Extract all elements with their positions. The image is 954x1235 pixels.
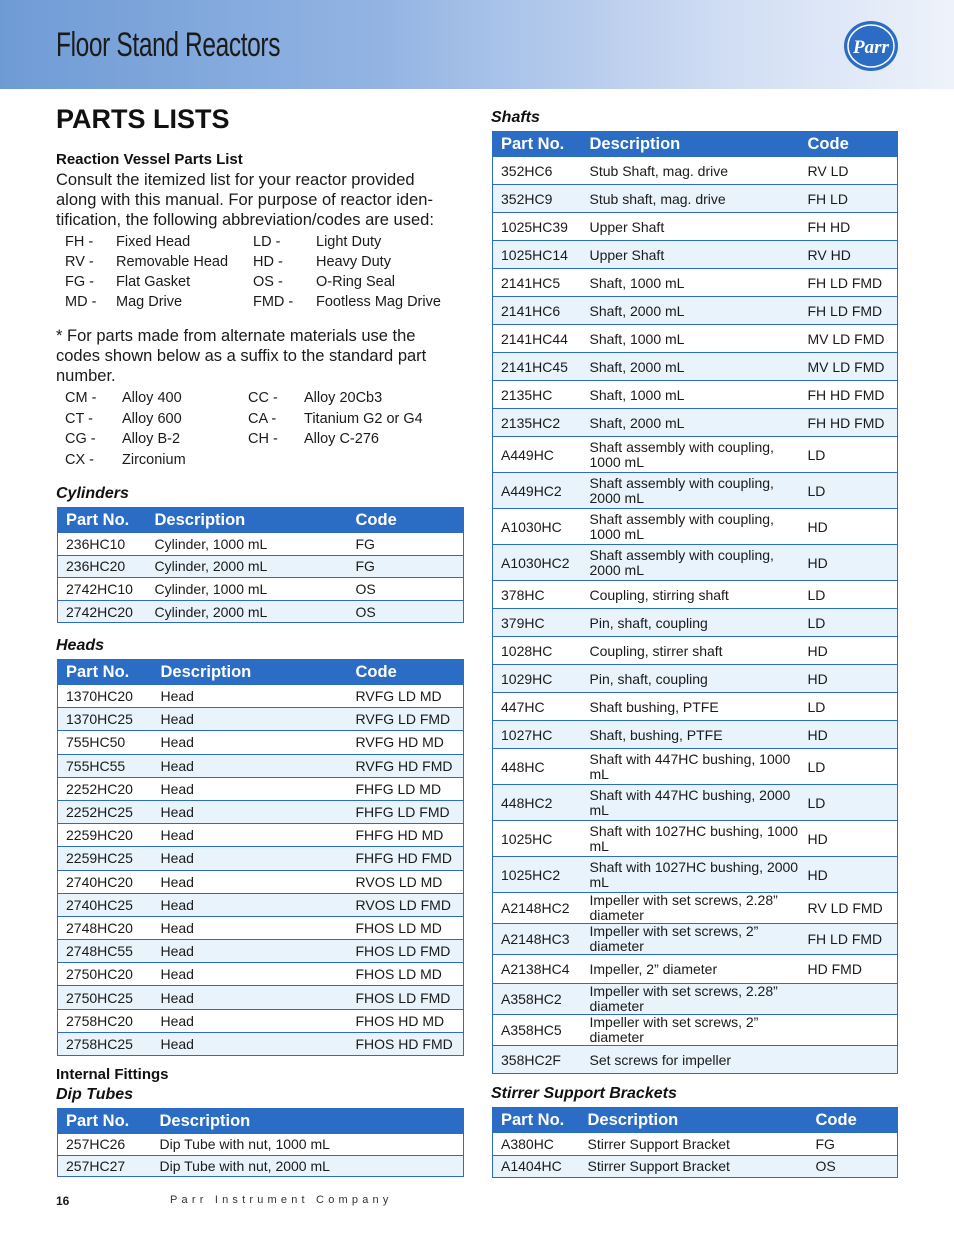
table-cell: Impeller with set screws, 2.28” diameter [582, 984, 800, 1015]
table-cell: FHFG LD MD [348, 777, 464, 800]
table-cell: Shaft assembly with coupling, 1000 mL [582, 509, 800, 545]
table-cell: Impeller with set screws, 2” diameter [582, 924, 800, 955]
table-cell: Shaft with 1027HC bushing, 1000 mL [582, 821, 800, 857]
table-cell: FH HD FMD [800, 409, 898, 437]
table-cell [800, 984, 898, 1015]
table-cell: 2750HC20 [58, 963, 153, 986]
table-cell: 352HC6 [493, 157, 582, 185]
table-row [58, 1009, 464, 1032]
table-cell: Head [153, 824, 348, 847]
table-row [493, 1155, 898, 1178]
table-row [58, 1032, 464, 1055]
table-row [58, 555, 464, 578]
stirrer-brackets-table [492, 1107, 898, 1178]
table-cell: FHFG HD MD [348, 824, 464, 847]
table-cell: 448HC2 [493, 785, 582, 821]
table-cell: Shaft assembly with coupling, 2000 mL [582, 473, 800, 509]
table-cell: Impeller, 2” diameter [582, 955, 800, 984]
table-cell: Impeller with set screws, 2.28” diameter [582, 893, 800, 924]
table-cell: 257HC26 [58, 1134, 152, 1156]
table-cell: HD [800, 665, 898, 693]
table-row [493, 581, 898, 609]
table-cell: FHOS LD FMD [348, 986, 464, 1009]
table-cell: Stirrer Support Bracket [580, 1133, 808, 1156]
table-row [493, 821, 898, 857]
table-cell: LD [800, 785, 898, 821]
table-cell: 448HC [493, 749, 582, 785]
table-row [58, 578, 464, 601]
table-cell: 2141HC6 [493, 297, 582, 325]
table-cell: HD [800, 721, 898, 749]
column-header: Part No. [493, 132, 582, 157]
table-cell: LD [800, 437, 898, 473]
table-cell: FH LD FMD [800, 269, 898, 297]
table-cell: RVOS LD FMD [348, 893, 464, 916]
table-cell: LD [800, 693, 898, 721]
intro-line: Consult the itemized list for your reactor provided [56, 171, 415, 189]
table-cell: 755HC50 [58, 731, 153, 754]
table-cell: Head [153, 963, 348, 986]
table-cell: RV LD FMD [800, 893, 898, 924]
table-cell: LD [800, 609, 898, 637]
table-row [58, 986, 464, 1009]
column-header: Code [348, 660, 464, 685]
table-cell: A449HC [493, 437, 582, 473]
column-header: Description [582, 132, 800, 157]
table-cell: Coupling, stirring shaft [582, 581, 800, 609]
cylinders-heading: Cylinders [56, 485, 129, 502]
table-cell: Upper Shaft [582, 213, 800, 241]
table-cell: 257HC27 [58, 1155, 152, 1177]
table-cell: OS [808, 1155, 898, 1178]
table-cell: 2141HC45 [493, 353, 582, 381]
table-cell: Pin, shaft, coupling [582, 665, 800, 693]
table-row [58, 685, 464, 708]
table-cell: Shaft with 447HC bushing, 2000 mL [582, 785, 800, 821]
table-cell: Cylinder, 1000 mL [147, 533, 348, 556]
table-cell: Shaft, 1000 mL [582, 269, 800, 297]
table-cell: Shaft, 2000 mL [582, 409, 800, 437]
table-cell: RV HD [800, 241, 898, 269]
table-cell: 755HC55 [58, 754, 153, 777]
table-cell: Head [153, 754, 348, 777]
parr-logo [843, 20, 899, 72]
table-cell: 1025HC14 [493, 241, 582, 269]
table-cell: FH HD [800, 213, 898, 241]
table-cell: Head [153, 1009, 348, 1032]
column-header: Part No. [58, 660, 153, 685]
table-cell: Head [153, 940, 348, 963]
table-cell: FH HD FMD [800, 381, 898, 409]
table-cell: RVFG LD MD [348, 685, 464, 708]
table-cell: Set screws for impeller [582, 1046, 800, 1074]
column-header: Code [348, 508, 464, 533]
table-row [493, 749, 898, 785]
table-cell: A2148HC2 [493, 893, 582, 924]
table-cell: RVFG HD FMD [348, 754, 464, 777]
table-cell: Head [153, 986, 348, 1009]
table-cell [800, 1015, 898, 1046]
table-cell: 1029HC [493, 665, 582, 693]
table-cell: Impeller with set screws, 2” diameter [582, 1015, 800, 1046]
table-cell: 2252HC25 [58, 800, 153, 823]
table-cell: Stub Shaft, mag. drive [582, 157, 800, 185]
table-row [58, 1134, 464, 1156]
table-cell: HD [800, 821, 898, 857]
table-cell: 2135HC [493, 381, 582, 409]
table-cell: Shaft bushing, PTFE [582, 693, 800, 721]
materials-note [56, 327, 476, 386]
materials-list: CM - Alloy 400 CC - Alloy 20Cb3 CT - Alloy 600 CA - Titanium G2 or G4 CG - Alloy B-2 CH - Alloy C-276 CX - Zirconium [65, 390, 423, 468]
table-row [493, 269, 898, 297]
table-cell: Head [153, 870, 348, 893]
page-number: 16 [56, 1194, 70, 1208]
table-cell: 2740HC25 [58, 893, 153, 916]
dip-tubes-table [57, 1108, 464, 1177]
table-row [58, 708, 464, 731]
table-cell: Shaft, bushing, PTFE [582, 721, 800, 749]
table-row [493, 785, 898, 821]
table-cell: FHFG LD FMD [348, 800, 464, 823]
table-cell: LD [800, 473, 898, 509]
table-cell: 1025HC2 [493, 857, 582, 893]
table-cell [800, 1046, 898, 1074]
table-row [493, 857, 898, 893]
table-cell: FG [808, 1133, 898, 1156]
table-cell: Head [153, 685, 348, 708]
cylinders-table [57, 507, 464, 623]
table-cell: LD [800, 581, 898, 609]
table-cell: 2141HC44 [493, 325, 582, 353]
table-cell: RVFG HD MD [348, 731, 464, 754]
table-cell: RV LD [800, 157, 898, 185]
table-cell: FHOS LD FMD [348, 940, 464, 963]
table-row [58, 1155, 464, 1177]
table-cell: OS [348, 578, 464, 601]
table-cell: 1370HC25 [58, 708, 153, 731]
table-cell: Shaft with 1027HC bushing, 2000 mL [582, 857, 800, 893]
table-cell: LD [800, 749, 898, 785]
table-cell: 236HC20 [58, 555, 147, 578]
note-line: number. [56, 366, 116, 385]
table-cell: 1025HC39 [493, 213, 582, 241]
table-row [58, 777, 464, 800]
table-row [493, 637, 898, 665]
table-cell: 379HC [493, 609, 582, 637]
table-cell: Head [153, 847, 348, 870]
table-cell: Head [153, 1032, 348, 1055]
table-cell: A1404HC [493, 1155, 580, 1178]
table-cell: FHOS HD MD [348, 1009, 464, 1032]
table-cell: FG [348, 555, 464, 578]
table-cell: HD [800, 857, 898, 893]
table-cell: Head [153, 916, 348, 939]
table-cell: 2758HC25 [58, 1032, 153, 1055]
intro-line: along with this manual. For purpose of reactor iden- [56, 190, 433, 209]
table-cell: Upper Shaft [582, 241, 800, 269]
table-row [58, 870, 464, 893]
shafts-table [492, 131, 898, 1074]
note-line: codes shown below as a suffix to the standard part [56, 346, 427, 365]
table-row [493, 693, 898, 721]
table-cell: 2740HC20 [58, 870, 153, 893]
table-cell: HD [800, 509, 898, 545]
table-cell: FHOS LD MD [348, 916, 464, 939]
table-cell: A2138HC4 [493, 955, 582, 984]
table-cell: FHOS LD MD [348, 963, 464, 986]
table-cell: 236HC10 [58, 533, 147, 556]
table-cell: Stirrer Support Bracket [580, 1155, 808, 1178]
table-row [493, 241, 898, 269]
table-row [58, 800, 464, 823]
table-row [58, 754, 464, 777]
header-title: Floor Stand Reactors [56, 26, 281, 64]
table-cell: 2742HC10 [58, 578, 147, 601]
table-cell: Head [153, 800, 348, 823]
internal-fittings-heading: Internal Fittings [56, 1066, 169, 1083]
table-row [58, 731, 464, 754]
column-header: Description [152, 1109, 464, 1134]
heads-heading: Heads [56, 637, 105, 654]
table-cell: FHOS HD FMD [348, 1032, 464, 1055]
table-row [58, 916, 464, 939]
table-row [493, 1046, 898, 1074]
table-row [493, 984, 898, 1015]
table-row [493, 353, 898, 381]
table-cell: 2259HC20 [58, 824, 153, 847]
table-cell: 2252HC20 [58, 777, 153, 800]
table-cell: A1030HC [493, 509, 582, 545]
heads-table [57, 659, 464, 1056]
table-row [493, 665, 898, 693]
table-cell: HD [800, 545, 898, 581]
table-row [493, 157, 898, 185]
table-row [493, 955, 898, 984]
table-cell: 358HC2F [493, 1046, 582, 1074]
table-row [493, 545, 898, 581]
table-cell: A380HC [493, 1133, 580, 1156]
table-row [493, 609, 898, 637]
table-cell: Shaft, 2000 mL [582, 353, 800, 381]
table-row [58, 600, 464, 623]
table-row [493, 473, 898, 509]
table-cell: OS [348, 600, 464, 623]
table-row [493, 409, 898, 437]
table-cell: A358HC5 [493, 1015, 582, 1046]
table-row [493, 325, 898, 353]
column-header: Part No. [58, 1109, 152, 1134]
table-cell: Head [153, 708, 348, 731]
table-cell: 1370HC20 [58, 685, 153, 708]
table-row [58, 940, 464, 963]
table-row [58, 847, 464, 870]
footer-company: Parr Instrument Company [170, 1194, 393, 1206]
table-cell: 2748HC20 [58, 916, 153, 939]
page-title: PARTS LISTS [56, 104, 230, 134]
table-cell: Cylinder, 1000 mL [147, 578, 348, 601]
column-header: Description [147, 508, 348, 533]
table-row [493, 297, 898, 325]
table-cell: Shaft assembly with coupling, 1000 mL [582, 437, 800, 473]
table-cell: 2750HC25 [58, 986, 153, 1009]
table-cell: Shaft, 1000 mL [582, 381, 800, 409]
column-header: Description [580, 1108, 808, 1133]
reaction-vessel-heading: Reaction Vessel Parts List [56, 151, 243, 168]
table-cell: FH LD FMD [800, 924, 898, 955]
intro-line: tification, the following abbreviation/codes are used: [56, 210, 434, 229]
table-cell: FH LD FMD [800, 297, 898, 325]
table-cell: 1028HC [493, 637, 582, 665]
table-cell: HD [800, 637, 898, 665]
reaction-vessel-intro [56, 171, 476, 230]
table-cell: Dip Tube with nut, 2000 mL [152, 1155, 464, 1177]
table-cell: 2135HC2 [493, 409, 582, 437]
table-cell: A449HC2 [493, 473, 582, 509]
table-cell: Shaft assembly with coupling, 2000 mL [582, 545, 800, 581]
table-cell: Cylinder, 2000 mL [147, 600, 348, 623]
table-row [493, 721, 898, 749]
table-cell: HD FMD [800, 955, 898, 984]
table-cell: 2748HC55 [58, 940, 153, 963]
table-cell: RVFG LD FMD [348, 708, 464, 731]
table-row [493, 1015, 898, 1046]
column-header: Part No. [493, 1108, 580, 1133]
table-row [493, 509, 898, 545]
table-cell: Cylinder, 2000 mL [147, 555, 348, 578]
table-cell: 2259HC25 [58, 847, 153, 870]
table-cell: FHFG HD FMD [348, 847, 464, 870]
table-cell: Dip Tube with nut, 1000 mL [152, 1134, 464, 1156]
table-cell: 1025HC [493, 821, 582, 857]
table-row [58, 893, 464, 916]
table-cell: 378HC [493, 581, 582, 609]
table-cell: 2758HC20 [58, 1009, 153, 1032]
table-cell: 352HC9 [493, 185, 582, 213]
table-row [58, 963, 464, 986]
table-cell: Shaft, 2000 mL [582, 297, 800, 325]
dip-tubes-heading: Dip Tubes [56, 1086, 134, 1103]
table-cell: Head [153, 777, 348, 800]
table-cell: 2141HC5 [493, 269, 582, 297]
table-row [493, 185, 898, 213]
table-cell: A358HC2 [493, 984, 582, 1015]
table-cell: 1027HC [493, 721, 582, 749]
table-cell: RVOS LD MD [348, 870, 464, 893]
table-cell: Stub shaft, mag. drive [582, 185, 800, 213]
table-row [493, 381, 898, 409]
table-row [493, 924, 898, 955]
table-cell: MV LD FMD [800, 325, 898, 353]
table-row [493, 437, 898, 473]
table-cell: Shaft with 447HC bushing, 1000 mL [582, 749, 800, 785]
table-cell: Pin, shaft, coupling [582, 609, 800, 637]
column-header: Description [153, 660, 348, 685]
table-cell: A1030HC2 [493, 545, 582, 581]
svg-text:Parr: Parr [853, 37, 889, 58]
table-row [493, 213, 898, 241]
header-banner [0, 0, 954, 89]
column-header: Code [800, 132, 898, 157]
abbreviation-list: FH - Fixed Head LD - Light Duty RV - Removable Head HD - Heavy Duty FG - Flat Gasket OS - O-Ring Seal MD - Mag Drive FMD - Footless Mag Drive [65, 234, 441, 310]
table-cell: Head [153, 893, 348, 916]
table-row [58, 533, 464, 556]
table-cell: 447HC [493, 693, 582, 721]
stirrer-brackets-heading: Stirrer Support Brackets [491, 1085, 677, 1102]
table-row [493, 1133, 898, 1156]
table-row [58, 824, 464, 847]
table-row [493, 893, 898, 924]
table-cell: Shaft, 1000 mL [582, 325, 800, 353]
table-cell: FG [348, 533, 464, 556]
column-header: Code [808, 1108, 898, 1133]
table-cell: Head [153, 731, 348, 754]
table-cell: 2742HC20 [58, 600, 147, 623]
shafts-heading: Shafts [491, 109, 540, 126]
table-cell: Coupling, stirrer shaft [582, 637, 800, 665]
column-header: Part No. [58, 508, 147, 533]
note-line: * For parts made from alternate materials use the [56, 327, 416, 345]
table-cell: A2148HC3 [493, 924, 582, 955]
table-cell: FH LD [800, 185, 898, 213]
table-cell: MV LD FMD [800, 353, 898, 381]
